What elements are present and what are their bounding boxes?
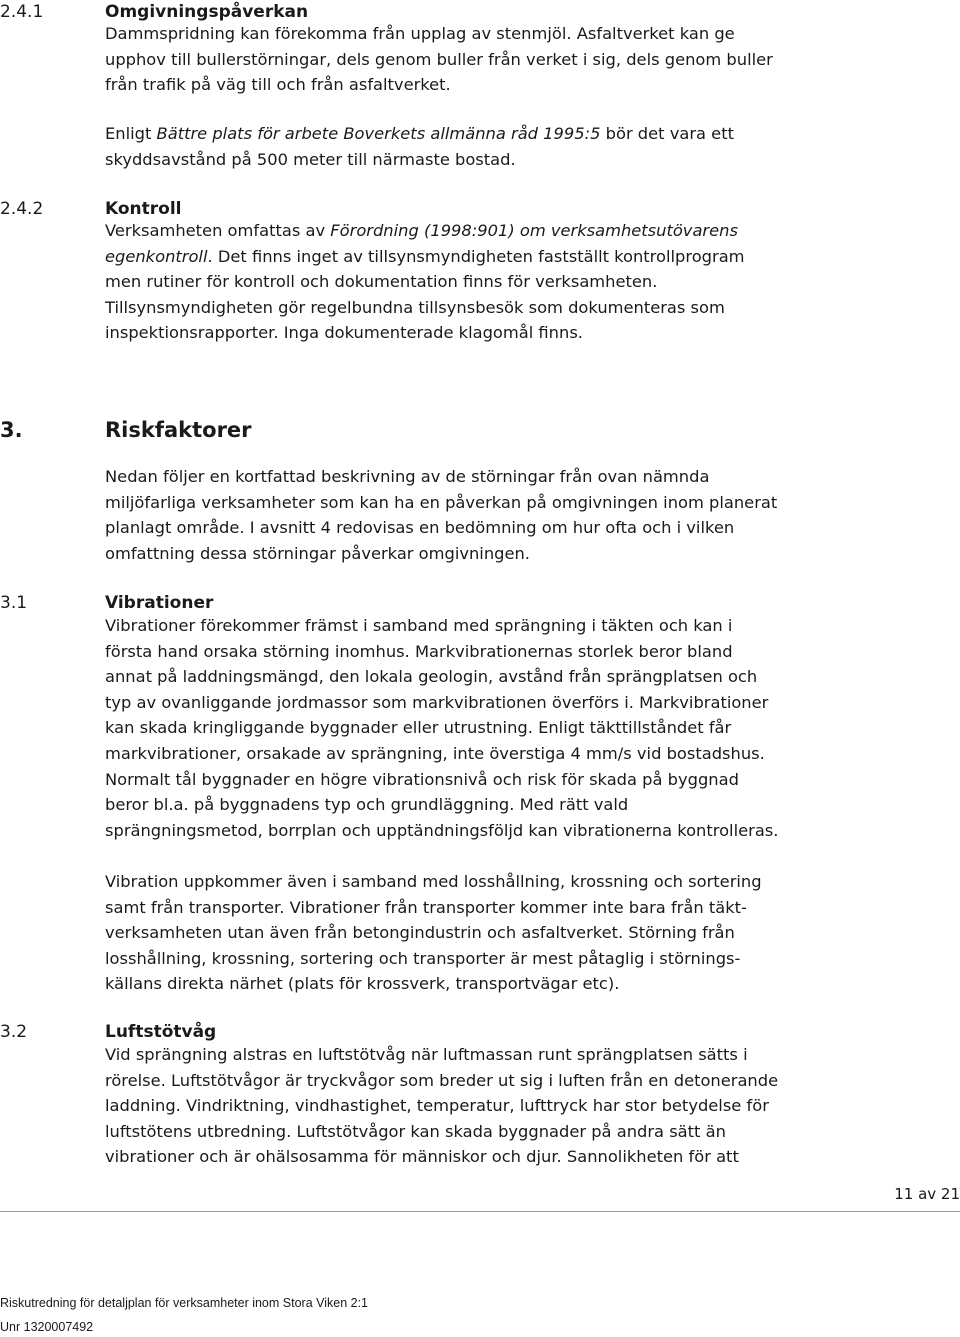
- section-number-3-1: 3.1: [0, 593, 28, 613]
- footer-rule: [0, 1211, 960, 1212]
- footer-unr: Unr 1320007492: [0, 1320, 94, 1334]
- paragraph-omgivning-1: [105, 21, 865, 98]
- text-fragment: . Det finns inget av tillsynsmyndigheten fastställt kontrollprogram: [207, 246, 745, 266]
- text-line: från trafik på väg till och från asfaltverket.: [105, 75, 451, 95]
- text-line: Vibrationer förekommer främst i samband med sprängning i täkten och kan i: [105, 616, 733, 635]
- text-line: Vid sprängning alstras en luftstötvåg när luftmassan runt sprängplatsen sätts i: [105, 1045, 748, 1064]
- section-heading-omgivningspaverkan: Omgivningspåverkan: [105, 2, 309, 22]
- paragraph-vibrationer-1: [105, 613, 865, 843]
- text-line: samt från transporter. Vibrationer från transporter kommer inte bara från täkt-: [105, 897, 747, 917]
- text-line: rörelse. Luftstötvågor är tryckvågor som breder ut sig i luften från en detonerande: [105, 1070, 779, 1090]
- italic-reference: Förordning (1998:901) om verksamhetsutövarens: [330, 221, 738, 240]
- text-line: planlagt område. I avsnitt 4 redovisas en bedömning om hur ofta och i vilken: [105, 518, 735, 538]
- footer-document-title: Riskutredning för detaljplan för verksamheter inom Stora Viken 2:1: [0, 1296, 369, 1310]
- text-line: laddning. Vindriktning, vindhastighet, temperatur, lufttryck har stor betydelse för: [105, 1096, 769, 1116]
- text-line: verksamheten utan även från betongindustrin och asfaltverket. Störning från: [105, 923, 735, 943]
- section-number-2-4-2: 2.4.2: [0, 199, 44, 219]
- text-line: skyddsavstånd på 500 meter till närmaste bostad.: [105, 149, 516, 169]
- text-line: Tillsynsmyndigheten gör regelbundna tillsynsbesök som dokumenteras som: [105, 297, 725, 317]
- text-line: losshållning, krossning, sortering och transporter är mest påtaglig i störnings-: [105, 948, 741, 968]
- italic-reference: Bättre plats för arbete Boverkets allmänna råd 1995:5: [156, 124, 601, 143]
- text-line: vibrationer och är ohälsosamma för människor och djur. Sannolikheten för att: [105, 1147, 739, 1167]
- paragraph-vibrationer-2: [105, 869, 865, 997]
- text-line: omfattning dessa störningar påverkar omgivningen.: [105, 543, 530, 563]
- text-line: Normalt tål byggnader en högre vibrationsnivå och risk för skada på byggnad: [105, 769, 739, 789]
- text-line: inspektionsrapporter. Inga dokumenterade klagomål finns.: [105, 323, 583, 343]
- section-heading-riskfaktorer: Riskfaktorer: [105, 418, 252, 442]
- text-line: källans direkta närhet (plats för krossverk, transportvägar etc).: [105, 974, 620, 994]
- text-line: [105, 244, 865, 270]
- text-line: Vibration uppkommer även i samband med losshållning, krossning och sortering: [105, 872, 762, 891]
- section-heading-kontroll: Kontroll: [105, 199, 182, 219]
- text-line: [105, 218, 865, 244]
- section-heading-luftstotvag: Luftstötvåg: [105, 1022, 217, 1042]
- paragraph-omgivning-2: [105, 121, 865, 172]
- section-number-3: 3.: [0, 418, 23, 442]
- page-number: 11 av 21: [894, 1185, 960, 1203]
- section-number-2-4-1: 2.4.1: [0, 2, 44, 22]
- text-line: typ av ovanliggande jordmassor som markvibrationen överförs i. Markvibrationer: [105, 692, 769, 712]
- text-line: Dammspridning kan förekomma från upplag av stenmjöl. Asfaltverket kan ge: [105, 24, 735, 43]
- paragraph-luftstotvag: [105, 1042, 865, 1170]
- text-line: kan skada kringliggande byggnader eller utrustning. Enligt täkttillståndet får: [105, 718, 732, 738]
- paragraph-riskfaktorer: [105, 464, 865, 566]
- text-line: miljöfarliga verksamheter som kan ha en påverkan på omgivningen inom planerat: [105, 492, 778, 512]
- text-line: beror bl.a. på byggnadens typ och grundläggning. Med rätt vald: [105, 795, 629, 815]
- text-fragment: Verksamheten omfattas av: [105, 221, 331, 240]
- paragraph-kontroll: [105, 218, 865, 346]
- text-line: annat på laddningsmängd, den lokala geologin, avstånd från sprängplatsen och: [105, 667, 758, 687]
- text-line: första hand orsaka störning inomhus. Markvibrationernas storlek beror bland: [105, 641, 733, 661]
- section-heading-vibrationer: Vibrationer: [105, 593, 214, 613]
- section-number-3-2: 3.2: [0, 1022, 28, 1042]
- text-line: upphov till bullerstörningar, dels genom buller från verket i sig, dels genom buller: [105, 49, 773, 69]
- text-fragment: Enligt: [105, 124, 157, 143]
- text-line: Nedan följer en kortfattad beskrivning av de störningar från ovan nämnda: [105, 467, 710, 486]
- text-line: luftstötens utbredning. Luftstötvågor kan skada byggnader på andra sätt än: [105, 1121, 726, 1141]
- text-line: [105, 121, 865, 147]
- text-line: markvibrationer, orsakade av sprängning, inte överstiga 4 mm/s vid bostadshus.: [105, 743, 765, 763]
- text-line: sprängningsmetod, borrplan och upptändningsföljd kan vibrationerna kontrolleras.: [105, 820, 779, 840]
- text-fragment: bör det vara ett: [600, 124, 734, 143]
- italic-reference: egenkontroll: [105, 246, 208, 266]
- text-line: men rutiner för kontroll och dokumentation finns för verksamheten.: [105, 272, 658, 292]
